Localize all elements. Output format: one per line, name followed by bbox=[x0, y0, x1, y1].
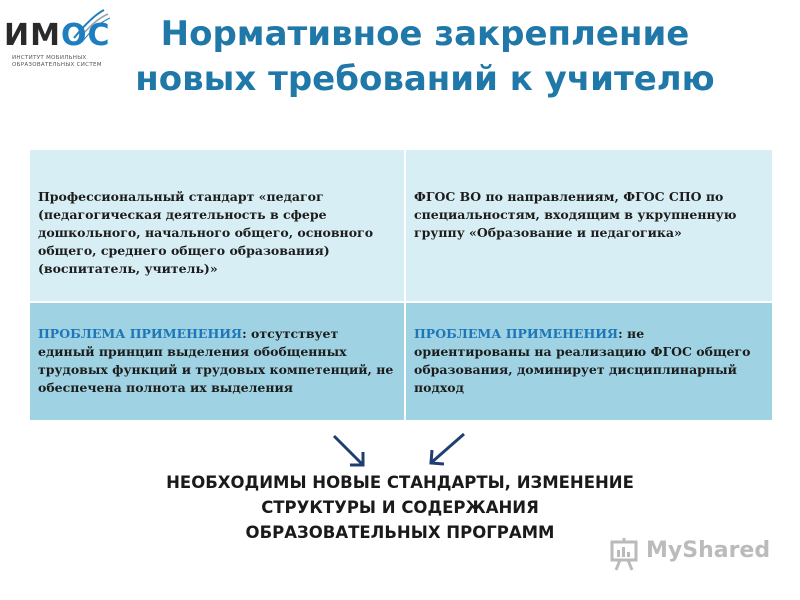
conclusion-line-1: НЕОБХОДИМЫ НОВЫЕ СТАНДАРТЫ, ИЗМЕНЕНИЕ bbox=[166, 473, 634, 492]
arrow-down-right-icon bbox=[330, 432, 370, 472]
problem-label: ПРОБЛЕМА ПРИМЕНЕНИЯ bbox=[38, 326, 243, 341]
logo-subtitle-line1: ИНСТИТУТ МОБИЛЬНЫХ bbox=[12, 55, 87, 61]
logo-brand-part2: ОС bbox=[60, 18, 111, 53]
slide-title bbox=[95, 12, 755, 102]
title-line-1: Нормативное закрепление bbox=[160, 14, 690, 54]
logo-subtitle-line2: ОБРАЗОВАТЕЛЬНЫХ СИСТЕМ bbox=[12, 62, 102, 68]
conclusion-line-2: СТРУКТУРЫ И СОДЕРЖАНИЯ bbox=[261, 498, 539, 517]
watermark-text: MyShared bbox=[646, 538, 771, 563]
standards-table bbox=[30, 150, 772, 420]
problem-text: : не ориентированы на реализацию ФГОС общего образования, доминирует дисциплинарный подход bbox=[414, 326, 751, 395]
presentation-board-icon bbox=[606, 536, 642, 572]
logo-brand-part1: ИМ bbox=[4, 18, 61, 53]
table-cell-problem-left bbox=[30, 303, 404, 420]
table-cell-fgos: ФГОС ВО по направлениям, ФГОС СПО по специальностям, входящим в укрупненную группу «Образование и педагогика» bbox=[406, 150, 772, 301]
myshared-watermark bbox=[606, 536, 771, 572]
conclusion-line-3: ОБРАЗОВАТЕЛЬНЫХ ПРОГРАММ bbox=[245, 523, 555, 542]
table-cell-problem-right bbox=[406, 303, 772, 420]
conclusion-text bbox=[100, 470, 700, 545]
problem-label: ПРОБЛЕМА ПРИМЕНЕНИЯ bbox=[414, 326, 619, 341]
problem-text: : отсутствует единый принцип выделения обобщенных трудовых функций и трудовых компетенций, не обеспечена полнота их выделения bbox=[38, 326, 394, 395]
arrow-down-left-icon bbox=[424, 430, 468, 470]
table-cell-professional-standard: Профессиональный стандарт «педагог (педагогическая деятельность в сфере дошкольного, начального общего, основного общего, среднего общего образования) (воспитатель, учитель)» bbox=[30, 150, 404, 301]
title-line-2: новых требований к учителю bbox=[135, 59, 715, 99]
